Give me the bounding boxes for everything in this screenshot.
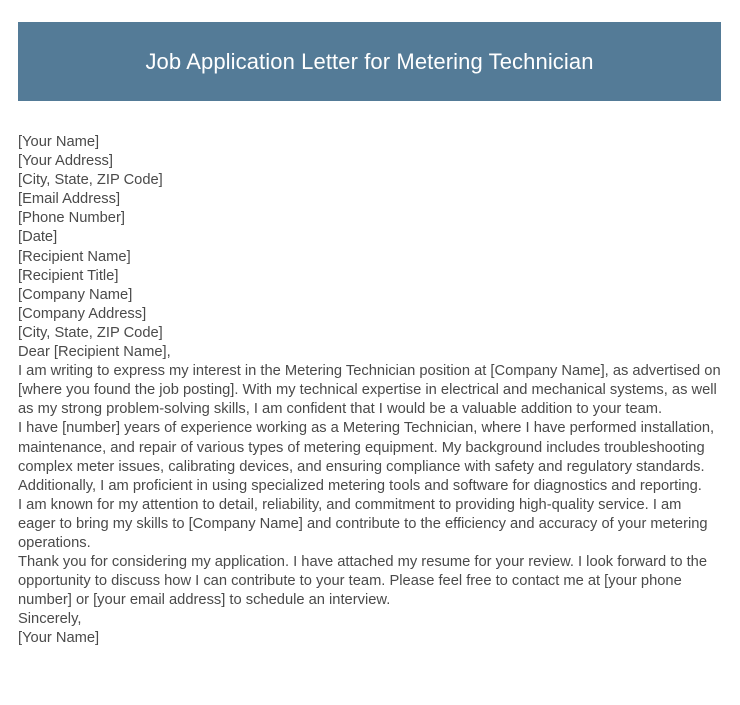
salutation: Dear [Recipient Name], [18,344,171,361]
recipient-city-state-zip: [City, State, ZIP Code] [18,324,163,341]
company-name: [Company Name] [18,286,133,303]
header-banner [18,22,721,101]
sender-phone: [Phone Number] [18,210,125,227]
sender-address-block [18,133,722,248]
body-paragraph-4: Thank you for considering my application. I have attached my resume for your review. I look forward to the opportunity to discuss how I can contribute to your team. Please feel free to contact me at [your phone number] or [your email address] to schedule an interview. [18,554,708,609]
signature-name: [Your Name] [18,630,100,647]
body-paragraph-2: I have [number] years of experience working as a Metering Technician, where I have performed installation, maintenance, and repair of various types of metering equipment. My background includes troubleshooting complex meter issues, calibrating devices, and ensuring compliance with safety and regulatory standards. Additionally, I am proficient in using specialized metering tools and software for diagnostics and reporting. [18,420,715,494]
body-paragraph-1: I am writing to express my interest in the Metering Technician position at [Company Name], as advertised on [where you found the job posting]. With my technical expertise in electrical and mechanical systems, as well as my strong problem-solving skills, I am confident that I would be a valuable addition to your team. [18,363,721,418]
sender-address: [Your Address] [18,153,113,170]
page-title: Job Application Letter for Metering Technician [145,48,594,74]
body-paragraph-3: I am known for my attention to detail, reliability, and commitment to providing high-quality service. I am eager to bring my skills to [Company Name] and contribute to the efficiency and accuracy of your metering operations. [18,496,708,551]
letter-body [18,133,722,649]
recipient-name: [Recipient Name] [18,248,131,265]
sender-city-state-zip: [City, State, ZIP Code] [18,172,163,189]
sender-email: [Email Address] [18,191,121,208]
recipient-title: [Recipient Title] [18,267,119,284]
letter-date: [Date] [18,229,58,246]
recipient-address-block [18,248,722,343]
closing-salutation: Sincerely, [18,611,82,628]
company-address: [Company Address] [18,305,147,322]
sender-name: [Your Name] [18,134,100,150]
